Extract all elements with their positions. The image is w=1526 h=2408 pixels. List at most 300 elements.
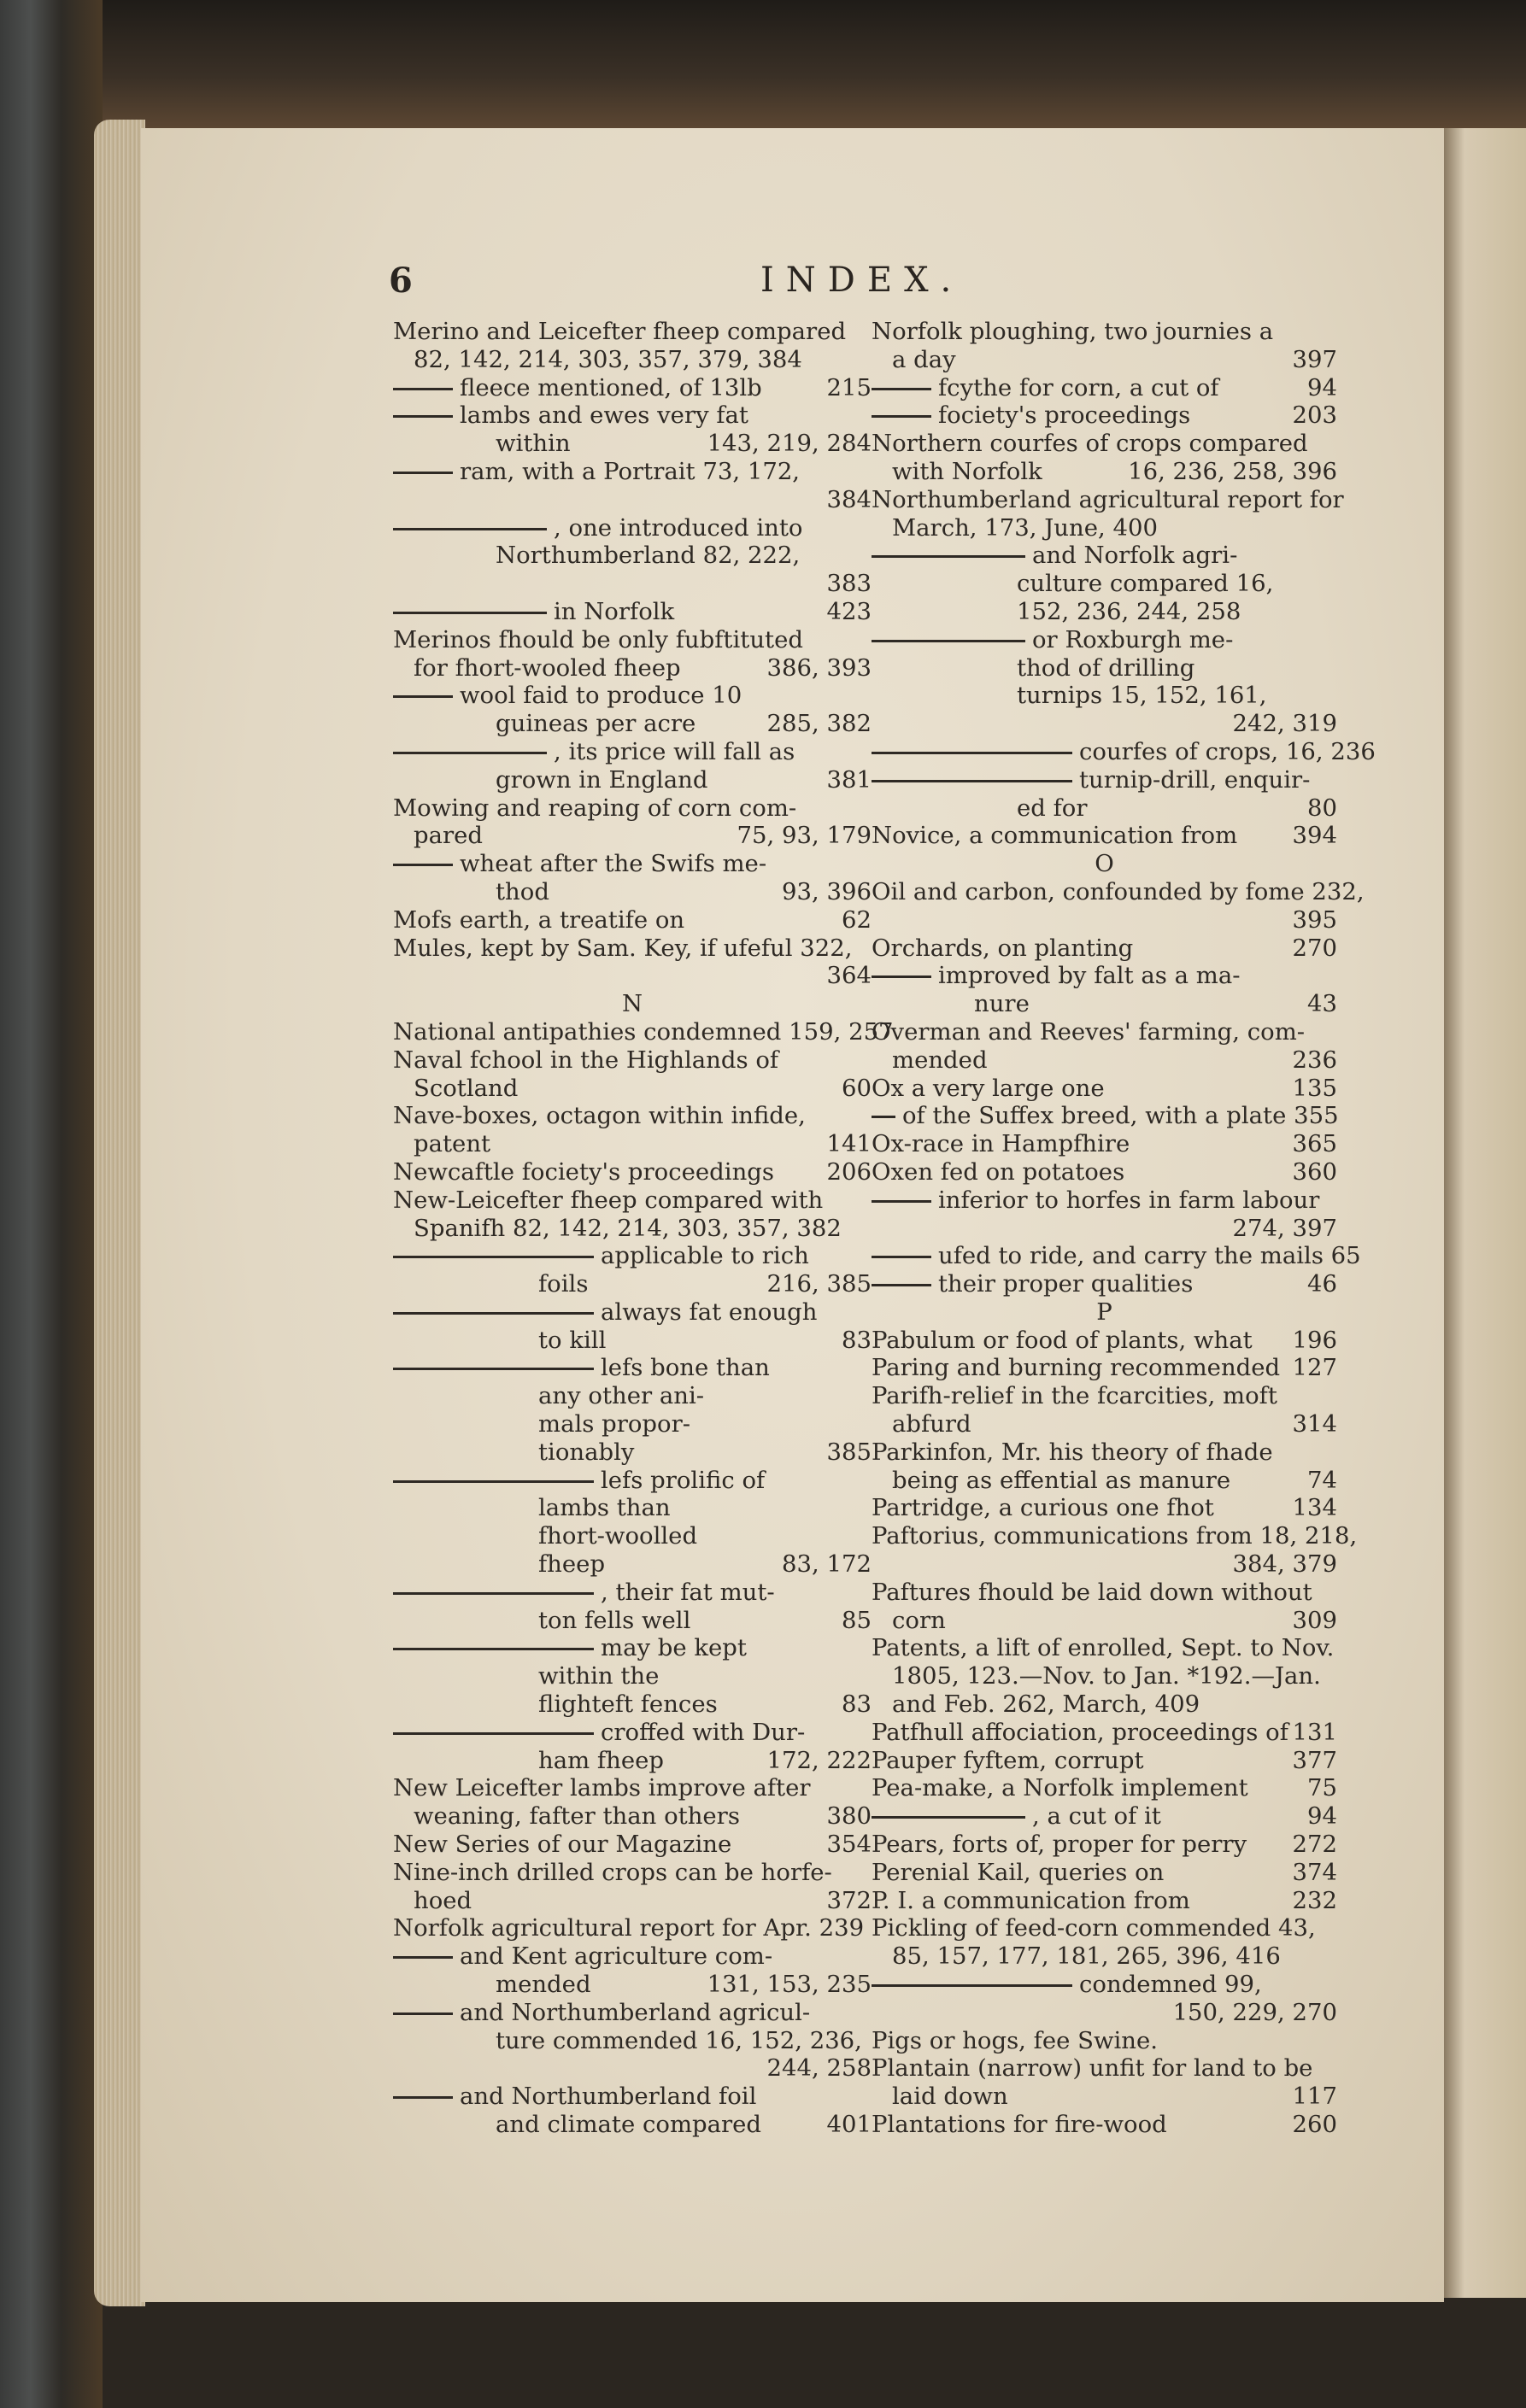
page-reference: 74 (1307, 1466, 1337, 1494)
page-reference: 270 (1292, 934, 1337, 962)
entry-text: fhort-woolled (538, 1522, 698, 1550)
index-entry (872, 2027, 1337, 2055)
page-reference: 83, 172 (782, 1550, 872, 1579)
entry-text: weaning, fafter than others (414, 1802, 740, 1831)
page-reference: 127 (1292, 1354, 1337, 1382)
page-reference: 16, 236, 258, 396 (1128, 457, 1337, 485)
index-entry (872, 401, 1337, 430)
page-reference: 386, 393 (766, 653, 872, 682)
index-entry (393, 766, 872, 794)
entry-text: fleece mentioned, of 13lb (460, 373, 762, 401)
index-entry (393, 1075, 872, 1103)
ditto-dash (872, 976, 931, 978)
entry-text: Pears, forts of, proper for perry (872, 1831, 1247, 1859)
ditto-dash (872, 1284, 931, 1286)
index-entry (393, 906, 872, 934)
entry-text: thod of drilling (1017, 653, 1195, 682)
index-entry (393, 738, 872, 766)
ditto-dash (393, 472, 453, 474)
index-entry (872, 1354, 1337, 1382)
ditto-dash (872, 1200, 931, 1203)
index-entry (393, 1887, 872, 1915)
page-reference: 272 (1292, 1831, 1337, 1859)
ditto-dash (393, 1480, 594, 1483)
index-entry (393, 1607, 872, 1635)
page-reference: 203 (1292, 401, 1337, 430)
entry-text: 1805, 123.—Nov. to Jan. *192.—Jan. (892, 1662, 1321, 1690)
index-entry (872, 1550, 1337, 1579)
entry-text: 364 (826, 962, 872, 990)
index-entry (872, 485, 1344, 514)
entry-text: Parkinfon, Mr. his theory of fhade (872, 1438, 1273, 1466)
entry-text: and Northumberland agricul- (460, 1998, 811, 2026)
entry-text: Partridge, a curious one fhot (872, 1494, 1214, 1522)
index-entry (393, 1410, 872, 1438)
entry-text: for fhort-wooled fheep (414, 653, 681, 682)
index-entry (872, 1579, 1337, 1607)
index-entry (393, 1662, 872, 1690)
entry-text: wheat after the Swifs me- (460, 850, 767, 878)
index-entry (872, 458, 1337, 486)
entry-text: Spanifh 82, 142, 214, 303, 357, 382 (414, 1214, 842, 1242)
entry-text: 274, 397 (1232, 1214, 1337, 1242)
entry-text: New Leicefter lambs improve after (393, 1774, 811, 1802)
page-reference: 93, 396 (782, 877, 872, 905)
index-entry (393, 1354, 872, 1382)
entry-text: lefs prolific of (601, 1466, 766, 1494)
page-reference: 401 (826, 2111, 872, 2138)
index-entry (872, 626, 1337, 654)
entry-text: always fat enough (601, 1298, 818, 1326)
ditto-dash (872, 780, 1072, 782)
entry-text: Ox-race in Hampfhire (872, 1130, 1130, 1158)
entry-text: Nine-inch drilled crops can be horfe- (393, 1858, 832, 1886)
index-entry (393, 1017, 894, 1046)
entry-text: nure (974, 990, 1030, 1018)
index-entry (393, 1215, 872, 1243)
index-entry (872, 1130, 1337, 1158)
index-entry (393, 1046, 872, 1075)
entry-text: lambs and ewes very fat (460, 401, 748, 430)
index-entry (872, 794, 1337, 823)
page-reference: 309 (1292, 1606, 1337, 1634)
page-reference: 372 (826, 1886, 872, 1914)
entry-text: Northumberland agricultural report for (872, 485, 1344, 513)
section-letter: N (621, 990, 643, 1018)
page-reference: 354 (826, 1831, 872, 1859)
entry-text: Patents, a lift of enrolled, Sept. to Nov. (872, 1634, 1335, 1662)
page-reference: 94 (1307, 373, 1337, 401)
index-entry (393, 1270, 872, 1298)
entry-text: turnip-drill, enquir- (1079, 765, 1311, 794)
entry-text: ufed to ride, and carry the mails 65 (938, 1242, 1361, 1270)
index-entry (872, 570, 1337, 598)
entry-text: lefs bone than (601, 1354, 770, 1382)
entry-text: Ox a very large one (872, 1074, 1105, 1102)
index-entry (393, 1999, 872, 2027)
index-entry (393, 346, 872, 374)
entry-text: New-Leicefter fheep compared with (393, 1186, 824, 1214)
index-entry (872, 2083, 1337, 2111)
entry-text: of the Suffex breed, with a plate 355 (902, 1102, 1339, 1130)
index-entry (872, 906, 1337, 934)
entry-text: Northumberland 82, 222, (496, 542, 801, 570)
page-reference: 80 (1307, 794, 1337, 822)
index-entry (393, 878, 872, 906)
index-entry (393, 542, 872, 570)
page-reference: 43 (1307, 990, 1337, 1018)
entry-text: Paftures fhould be laid down without (872, 1578, 1312, 1606)
entry-text: croffed with Dur- (601, 1718, 806, 1746)
page-reference: 196 (1292, 1326, 1337, 1354)
ditto-dash (393, 1648, 594, 1650)
entry-text: , their fat mut- (601, 1578, 775, 1606)
index-entry (393, 1522, 872, 1550)
index-entry (393, 401, 872, 430)
ditto-dash (872, 555, 1025, 558)
entry-text: ton fells well (538, 1606, 691, 1634)
entry-text: and climate compared (496, 2111, 762, 2138)
entry-text: applicable to rich (601, 1242, 809, 1270)
page-reference: 232 (1292, 1886, 1337, 1914)
page-reference: 285, 382 (766, 710, 872, 738)
entry-text: Paftorius, communications from 18, 218, (872, 1522, 1358, 1550)
entry-text: New Series of our Magazine (393, 1831, 732, 1859)
page-reference: 215 (826, 373, 872, 401)
entry-text: 244, 258 (766, 2054, 872, 2083)
entry-text: Merino and Leicefter fheep compared (393, 318, 847, 345)
page-header (389, 261, 1414, 303)
index-entry (872, 1802, 1337, 1831)
index-entry (393, 1690, 872, 1719)
entry-text: Newcaftle fociety's proceedings (393, 1157, 775, 1186)
index-entry (393, 850, 872, 878)
index-entry (393, 2027, 872, 2055)
binding-top (0, 0, 1526, 128)
ditto-dash (393, 1368, 594, 1370)
index-entry (393, 514, 872, 542)
entry-text: being as effential as manure (892, 1466, 1231, 1494)
page-reference: 377 (1292, 1746, 1337, 1774)
ditto-dash (393, 612, 547, 614)
index-entry (872, 1607, 1337, 1635)
entry-text: and Norfolk agri- (1032, 542, 1238, 570)
index-entry (872, 1522, 1358, 1550)
entry-text: ed for (1017, 794, 1088, 822)
facing-page-edge (1444, 128, 1526, 2298)
index-entry (393, 626, 872, 654)
entry-text: Mofs earth, a treatife on (393, 905, 685, 934)
index-entry (393, 2083, 872, 2111)
page-reference: 374 (1292, 1858, 1337, 1886)
index-entry (872, 934, 1337, 963)
index-entry (393, 458, 872, 486)
entry-text: 242, 319 (1232, 710, 1337, 738)
page-reference: 62 (842, 905, 872, 934)
ditto-dash (872, 415, 931, 418)
entry-text: flighteft fences (538, 1690, 718, 1719)
entry-text: , its price will fall as (554, 737, 795, 765)
page-reference: 135 (1292, 1074, 1337, 1102)
entry-text: fcythe for corn, a cut of (938, 373, 1219, 401)
index-entry (872, 1382, 1337, 1410)
section-letter: O (1095, 850, 1114, 878)
entry-text: wool faid to produce 10 (460, 682, 742, 710)
index-entry (393, 1102, 872, 1130)
entry-text: in Norfolk (554, 597, 675, 625)
entry-text: condemned 99, (1079, 1971, 1262, 1999)
page-reference: 83 (842, 1326, 872, 1354)
entry-text: Norfolk agricultural report for Apr. 239 (393, 1914, 865, 1942)
page-reference: 381 (826, 765, 872, 794)
index-entry (872, 1747, 1337, 1775)
index-entry (872, 318, 1337, 346)
entry-text: Oxen fed on potatoes (872, 1157, 1125, 1186)
index-entry (872, 1914, 1337, 1942)
page-reference: 385 (826, 1438, 872, 1466)
index-entry (872, 514, 1337, 542)
ditto-dash (872, 388, 931, 390)
entry-text: Pauper fyftem, corrupt (872, 1746, 1144, 1774)
ditto-dash (872, 640, 1025, 642)
index-entry (872, 542, 1337, 570)
entry-text: 384, 379 (1232, 1550, 1337, 1579)
entry-text: National antipathies condemned 159, 257 (393, 1017, 894, 1046)
index-entry (393, 1327, 872, 1355)
index-entry (872, 682, 1337, 710)
entry-text: tionably (538, 1438, 635, 1466)
page-reference: 260 (1292, 2111, 1337, 2138)
index-entry (872, 1999, 1337, 2027)
entry-text: Plantain (narrow) unfit for land to be (872, 2054, 1313, 2083)
index-entry (872, 2054, 1337, 2083)
index-entry (393, 570, 872, 598)
entry-text: and Feb. 262, March, 409 (892, 1690, 1200, 1719)
entry-text: patent (414, 1130, 491, 1158)
index-entry (872, 374, 1337, 402)
page-reference: 117 (1292, 2083, 1337, 2111)
index-entry (393, 1298, 872, 1327)
page-reference: 60 (842, 1074, 872, 1102)
index-entry (393, 486, 872, 514)
entry-text: foils (538, 1270, 589, 1298)
entry-text: Parifh-relief in the fcarcities, moft (872, 1382, 1277, 1410)
index-entry (872, 1270, 1337, 1298)
entry-text: within the (538, 1662, 660, 1690)
page-number: 6 (389, 261, 413, 301)
ditto-dash (872, 1256, 931, 1258)
ditto-dash (393, 2013, 453, 2015)
entry-text: 395 (1292, 905, 1337, 934)
index-entry (872, 737, 1376, 766)
index-entry (393, 1719, 872, 1747)
index-column-left (393, 318, 894, 2139)
index-entry (872, 1102, 1337, 1130)
entry-text: 150, 229, 270 (1172, 1998, 1337, 2026)
index-entry (393, 1634, 872, 1662)
entry-text: Nave-boxes, octagon within infide, (393, 1102, 806, 1130)
entry-text: 82, 142, 214, 303, 357, 379, 384 (414, 345, 802, 373)
index-entry (872, 1018, 1337, 1046)
index-entry (393, 682, 872, 710)
ditto-dash (872, 1116, 895, 1118)
index-entry (872, 1410, 1337, 1438)
entry-text: 383 (826, 570, 872, 598)
index-entry (872, 1831, 1337, 1859)
index-entry (393, 1130, 872, 1158)
index-entry (393, 2054, 872, 2083)
index-entry (393, 962, 872, 990)
entry-text: Overman and Reeves' farming, com- (872, 1017, 1306, 1046)
entry-text: hoed (414, 1886, 472, 1914)
index-entry (872, 962, 1337, 990)
index-entry (393, 710, 872, 738)
page-reference: 172, 222 (766, 1746, 872, 1774)
index-entry (872, 1887, 1337, 1915)
entry-text: a day (892, 345, 956, 373)
entry-text: thod (496, 877, 549, 905)
entry-text: P. I. a communication from (872, 1886, 1190, 1914)
entry-text: Naval fchool in the Highlands of (393, 1046, 779, 1074)
index-entry (872, 346, 1337, 374)
running-title: INDEX. (760, 261, 964, 300)
entry-text: mended (496, 1971, 591, 1999)
entry-text: laid down (892, 2083, 1008, 2111)
entry-text: culture compared 16, (1017, 570, 1274, 598)
entry-text: ram, with a Portrait 73, 172, (460, 457, 801, 485)
ditto-dash (393, 415, 453, 418)
index-entry (393, 1942, 872, 1971)
index-entry (872, 1662, 1337, 1690)
index-entry (393, 1774, 872, 1802)
ditto-dash (393, 1256, 594, 1258)
page-reference: 314 (1292, 1410, 1337, 1438)
entry-text: or Roxburgh me- (1032, 625, 1234, 653)
page-reference: 397 (1292, 345, 1337, 373)
index-entry (393, 794, 872, 823)
page-reference: 75 (1307, 1774, 1337, 1802)
entry-text: their proper qualities (938, 1270, 1194, 1298)
ditto-dash (393, 864, 453, 866)
index-entry (393, 430, 872, 458)
entry-text: ture commended 16, 152, 236, (496, 2026, 862, 2054)
page-reference: 360 (1292, 1157, 1337, 1186)
entry-text: Pigs or hogs, fee Swine. (872, 2026, 1159, 2054)
index-entry (393, 374, 872, 402)
entry-text: 85, 157, 177, 181, 265, 396, 416 (892, 1942, 1281, 1971)
index-entry (872, 1438, 1337, 1467)
index-entry (393, 1914, 872, 1942)
entry-text: Orchards, on planting (872, 934, 1134, 962)
index-entry (872, 1467, 1337, 1495)
index-entry (393, 1186, 872, 1215)
entry-text: and Northumberland foil (460, 2083, 757, 2111)
marbled-cover (0, 0, 103, 2408)
page-reference: 206 (826, 1157, 872, 1186)
index-entry (872, 1046, 1337, 1075)
entry-text: fociety's proceedings (938, 401, 1191, 430)
ditto-dash (393, 1312, 594, 1315)
entry-text: 384 (826, 485, 872, 513)
index-entry (872, 1242, 1361, 1270)
entry-text: pared (414, 822, 484, 850)
ditto-dash (393, 2096, 453, 2099)
ditto-dash (872, 1816, 1025, 1819)
index-entry (872, 654, 1337, 683)
entry-text: 152, 236, 244, 258 (1017, 597, 1241, 625)
index-entry (872, 1075, 1337, 1103)
index-entry (872, 598, 1337, 626)
index-entry (393, 1494, 872, 1522)
entry-text: ham fheep (538, 1746, 664, 1774)
index-entry (872, 1690, 1337, 1719)
entry-text: may be kept (601, 1634, 747, 1662)
entry-text: corn (892, 1606, 946, 1634)
page-reference: 380 (826, 1802, 872, 1831)
entry-text: Northern courfes of crops compared (872, 430, 1308, 458)
index-entry (872, 1719, 1337, 1747)
index-entry (393, 934, 872, 963)
page-reference: 134 (1292, 1494, 1337, 1522)
index-entry (393, 1971, 872, 1999)
index-entry (393, 1242, 872, 1270)
page-reference: 75, 93, 179 (737, 822, 872, 850)
index-entry (393, 654, 872, 683)
index-entry (872, 1215, 1337, 1243)
entry-text: Patfhull affociation, proceedings of (872, 1718, 1288, 1746)
entry-text: with Norfolk (892, 457, 1042, 485)
index-entry (393, 2111, 872, 2139)
page-reference: 83 (842, 1690, 872, 1719)
entry-text: Mowing and reaping of corn com- (393, 794, 797, 822)
index-entry (872, 990, 1337, 1018)
page-reference: 394 (1292, 822, 1337, 850)
index-entry (872, 1774, 1337, 1802)
index-entry (393, 1579, 872, 1607)
ditto-dash (393, 1732, 594, 1735)
entry-text: courfes of crops, 16, 236 (1079, 737, 1376, 765)
index-entry (872, 1634, 1337, 1662)
ditto-dash (393, 1956, 453, 1959)
entry-text: within (496, 430, 571, 458)
index-entry (393, 598, 872, 626)
index-entry (393, 1550, 872, 1579)
page-reference: 236 (1292, 1046, 1337, 1074)
entry-text: Novice, a communication from (872, 822, 1238, 850)
index-entry (393, 822, 872, 850)
page-reference: 141 (826, 1130, 872, 1158)
ditto-dash (872, 1984, 1072, 1987)
ditto-dash (393, 695, 453, 698)
page-reference: 216, 385 (766, 1270, 872, 1298)
entry-text: turnips 15, 152, 161, (1017, 682, 1267, 710)
index-entry (872, 2111, 1337, 2139)
entry-text: Perenial Kail, queries on (872, 1858, 1165, 1886)
ditto-dash (393, 752, 547, 754)
entry-text: Pickling of feed-corn commended 43, (872, 1914, 1316, 1942)
entry-text: fheep (538, 1550, 606, 1579)
index-entry (393, 1802, 872, 1831)
entry-text: Plantations for fire-wood (872, 2111, 1167, 2138)
page-reference: 143, 219, 284 (707, 430, 872, 458)
page-edges (94, 120, 145, 2306)
index-entry (393, 1467, 872, 1495)
page-reference: 423 (826, 597, 872, 625)
index-entry (872, 1158, 1337, 1186)
index-entry (393, 1747, 872, 1775)
entry-text: to kill (538, 1326, 607, 1354)
index-entry (872, 1494, 1337, 1522)
